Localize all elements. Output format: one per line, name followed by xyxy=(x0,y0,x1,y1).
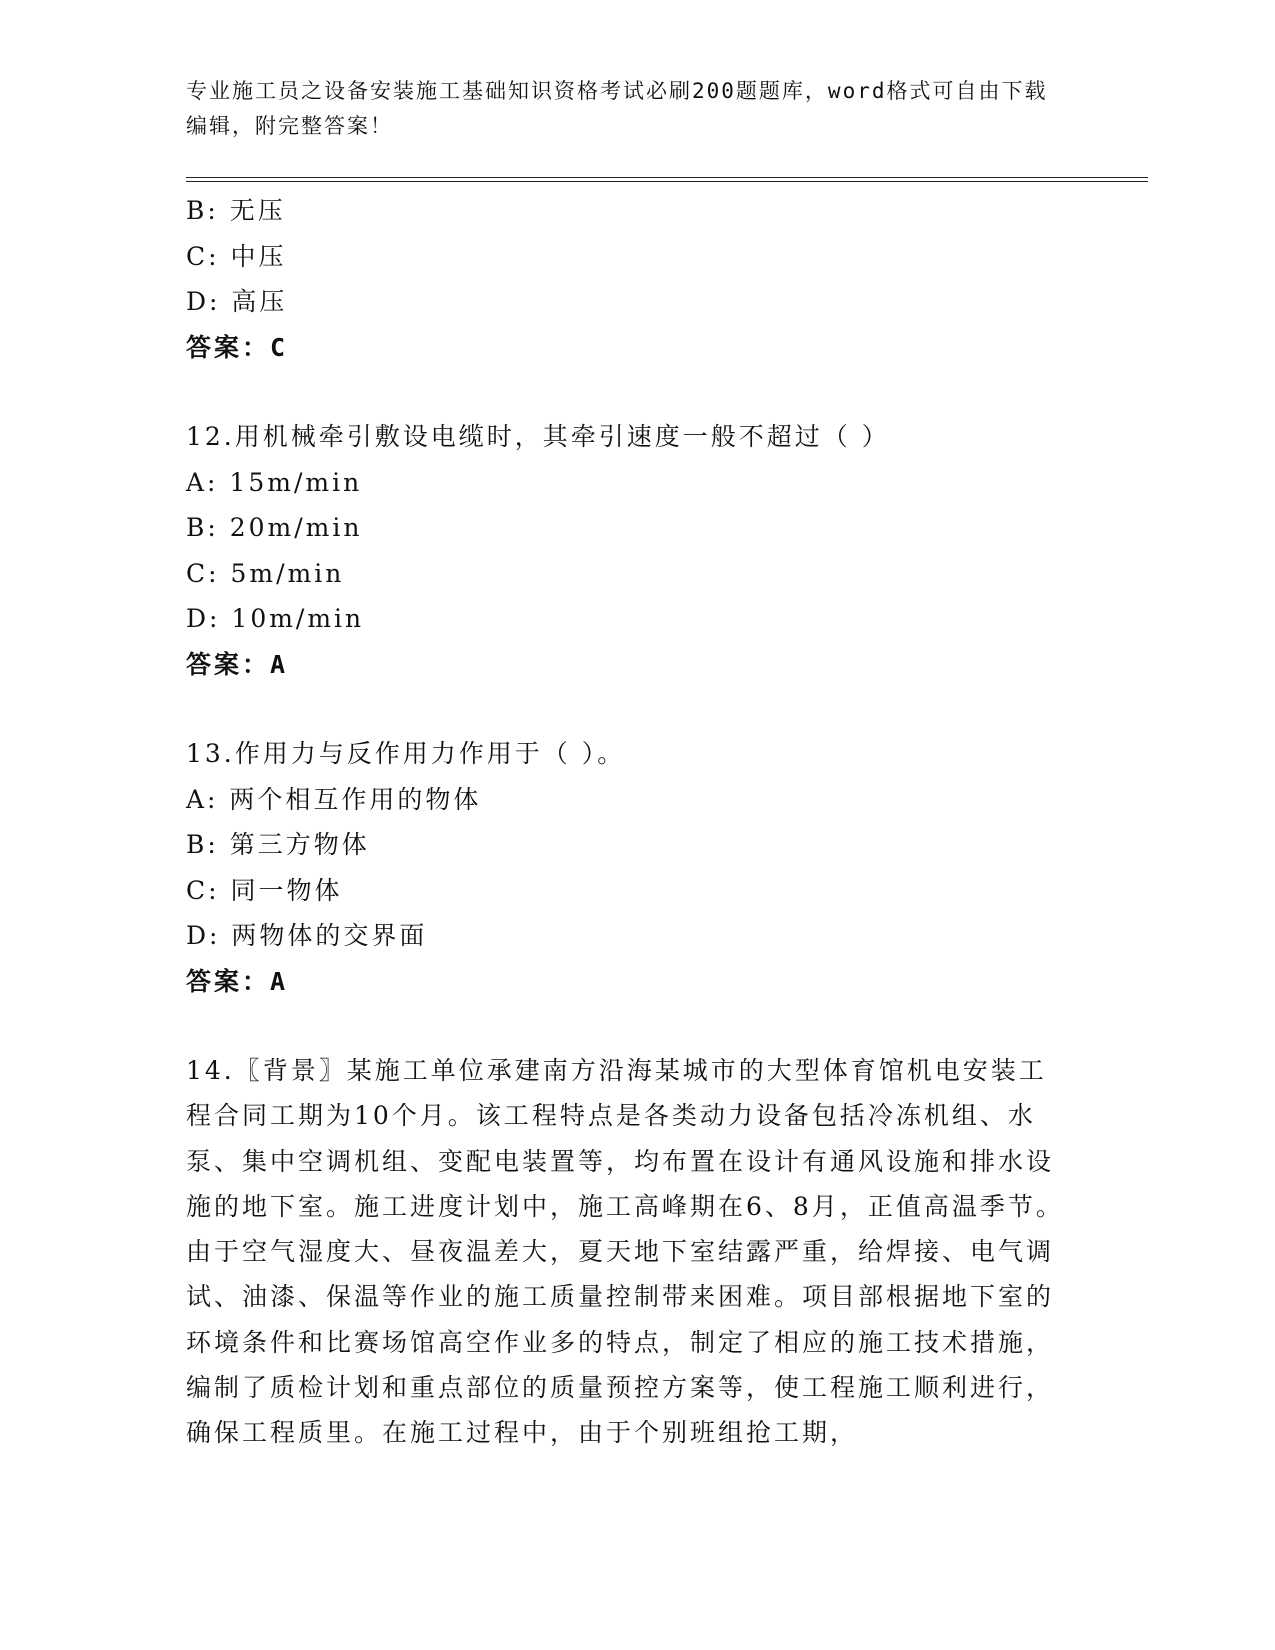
document-body xyxy=(186,188,1066,1456)
document-header: 专业施工员之设备安装施工基础知识资格考试必刷200题题库，word格式可自由下载编辑，附完整答案！ xyxy=(186,79,1048,138)
header-divider-top xyxy=(186,177,1148,178)
answer-line: 答案：A xyxy=(186,649,289,679)
option-a: A: 两个相互作用的物体 xyxy=(186,784,482,814)
spacer xyxy=(186,370,1066,414)
option-d: D: 10m/min xyxy=(186,604,365,633)
spacer xyxy=(186,687,1066,731)
question-12-block xyxy=(186,414,1066,687)
question-text: 14.〖背景〗某施工单位承建南方沿海某城市的大型体育馆机电安装工程合同工期为10个月。该工程特点是各类动力设备包括冷冻机组、水泵、集中空调机组、变配电装置等，均布置在设计有通风设施和排水设施的地下室。施工进度计划中，施工高峰期在6、8月，正值高温季节。由于空气湿度大、昼夜温差大，夏天地下室结露严重，给焊接、电气调试、油漆、保温等作业的施工质量控制带来困难。项目部根据地下室的环境条件和比赛场馆高空作业多的特点，制定了相应的施工技术措施，编制了质检计划和重点部位的质量预控方案等，使工程施工顺利进行，确保工程质里。在施工过程中，由于个别班组抢工期， xyxy=(186,1056,1064,1448)
header-divider-bottom xyxy=(186,181,1148,182)
question-11-block xyxy=(186,188,1066,370)
option-b: B: 第三方物体 xyxy=(186,830,370,859)
question-14-block xyxy=(186,1048,1066,1456)
option-c: C: 同一物体 xyxy=(186,875,343,905)
question-text: 12.用机械牵引敷设电缆时，其牵引速度一般不超过（ ） xyxy=(186,422,890,451)
option-d: D: 两物体的交界面 xyxy=(186,921,428,950)
question-text: 13.作用力与反作用力作用于（ ）。 xyxy=(186,739,626,768)
option-c: C: 5m/min xyxy=(186,558,345,588)
answer-line: 答案：C xyxy=(186,332,289,362)
option-c: C: 中压 xyxy=(186,241,287,271)
question-13-block xyxy=(186,731,1066,1004)
answer-line: 答案：A xyxy=(186,966,289,996)
option-a: A: 15m/min xyxy=(186,467,363,497)
option-d: D: 高压 xyxy=(186,287,288,316)
option-b: B: 无压 xyxy=(186,196,286,225)
spacer xyxy=(186,1004,1066,1048)
option-b: B: 20m/min xyxy=(186,513,363,542)
